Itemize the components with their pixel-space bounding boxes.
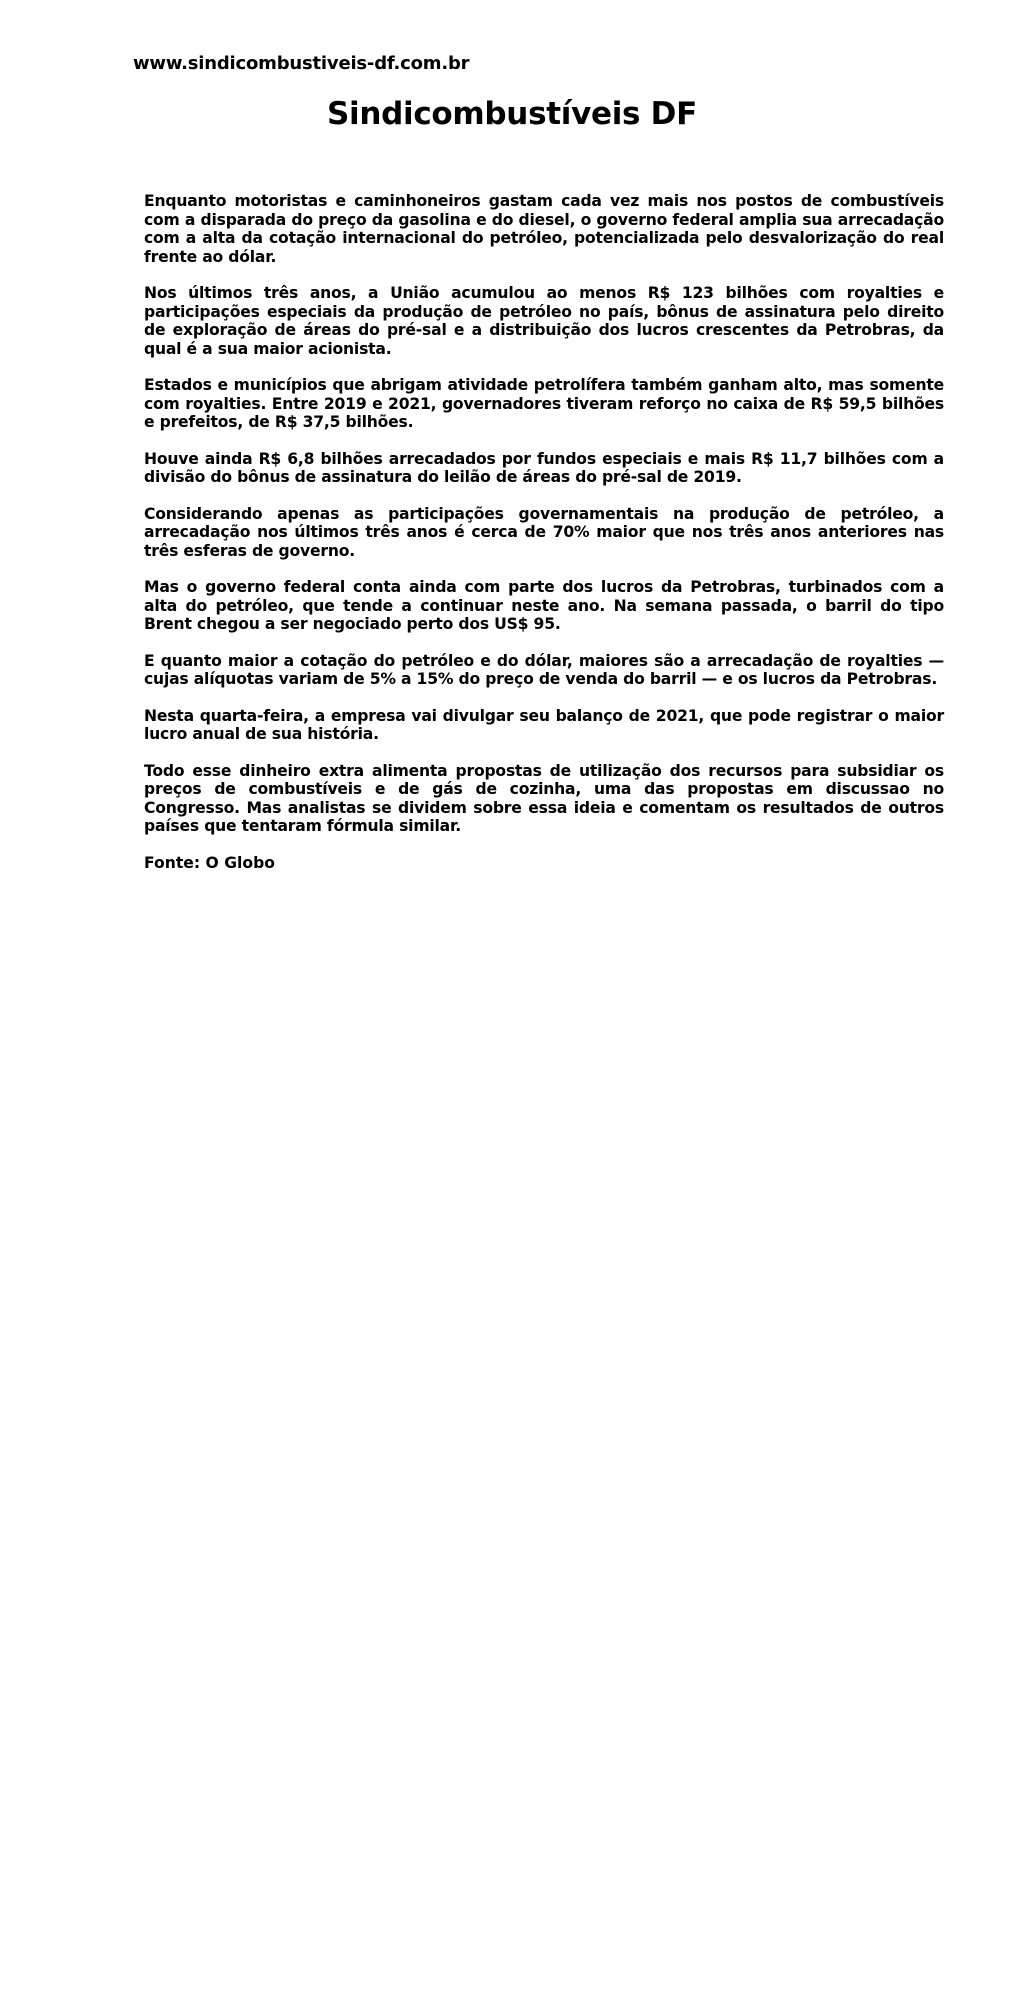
article-body <box>144 192 944 872</box>
article-paragraph: E quanto maior a cotação do petróleo e do dólar, maiores são a arrecadação de royalties — cujas alíquotas variam de 5% a 15% do preço de venda do barril — e os lucros da Petrobras. <box>144 651 944 688</box>
article-paragraph: Nos últimos três anos, a União acumulou ao menos R$ 123 bilhões com royalties e participações especiais da produção de petróleo no país, bônus de assinatura pelo direito de exploração de áreas do pré-sal e a distribuição dos lucros crescentes da Petrobras, da qual é a sua maior acionista. <box>144 284 944 358</box>
article-paragraph: Estados e municípios que abrigam atividade petrolífera também ganham alto, mas somente com royalties. Entre 2019 e 2021, governadores tiveram reforço no caixa de R$ 59,5 bilhões e prefeitos, de R$ 37,5 bilhões. <box>144 376 944 431</box>
article-source: Fonte: O Globo <box>144 853 275 872</box>
article-paragraph: Considerando apenas as participações governamentais na produção de petróleo, a arrecadação nos últimos três anos é cerca de 70% maior que nos três anos anteriores nas três esferas de governo. <box>144 504 944 560</box>
article-paragraph: Enquanto motoristas e caminhoneiros gastam cada vez mais nos postos de combustíveis com a disparada do preço da gasolina e do diesel, o governo federal amplia sua arrecadação com a alta da cotação internacional do petróleo, potencializada pelo desvalorização do real frente ao dólar. <box>144 192 944 266</box>
article-paragraph: Mas o governo federal conta ainda com parte dos lucros da Petrobras, turbinados com a alta do petróleo, que tende a continuar neste ano. Na semana passada, o barril do tipo Brent chegou a ser negociado perto dos US$ 95. <box>144 578 944 633</box>
article-paragraph: Todo esse dinheiro extra alimenta propostas de utilização dos recursos para subsidiar os preços de combustíveis e de gás de cozinha, uma das propostas em discussao no Congresso. Mas analistas se dividem sobre essa ideia e comentam os resultados de outros países que tentaram fórmula similar. <box>144 761 944 835</box>
article-paragraph: Nesta quarta-feira, a empresa vai divulgar seu balanço de 2021, que pode registrar o maior lucro anual de sua história. <box>144 706 944 743</box>
article-paragraph: Houve ainda R$ 6,8 bilhões arrecadados por fundos especiais e mais R$ 11,7 bilhões com a divisão do bônus de assinatura do leilão de áreas do pré-sal de 2019. <box>144 449 944 486</box>
site-url: www.sindicombustiveis-df.com.br <box>133 53 470 74</box>
page-title: Sindicombustíveis DF <box>327 96 697 132</box>
